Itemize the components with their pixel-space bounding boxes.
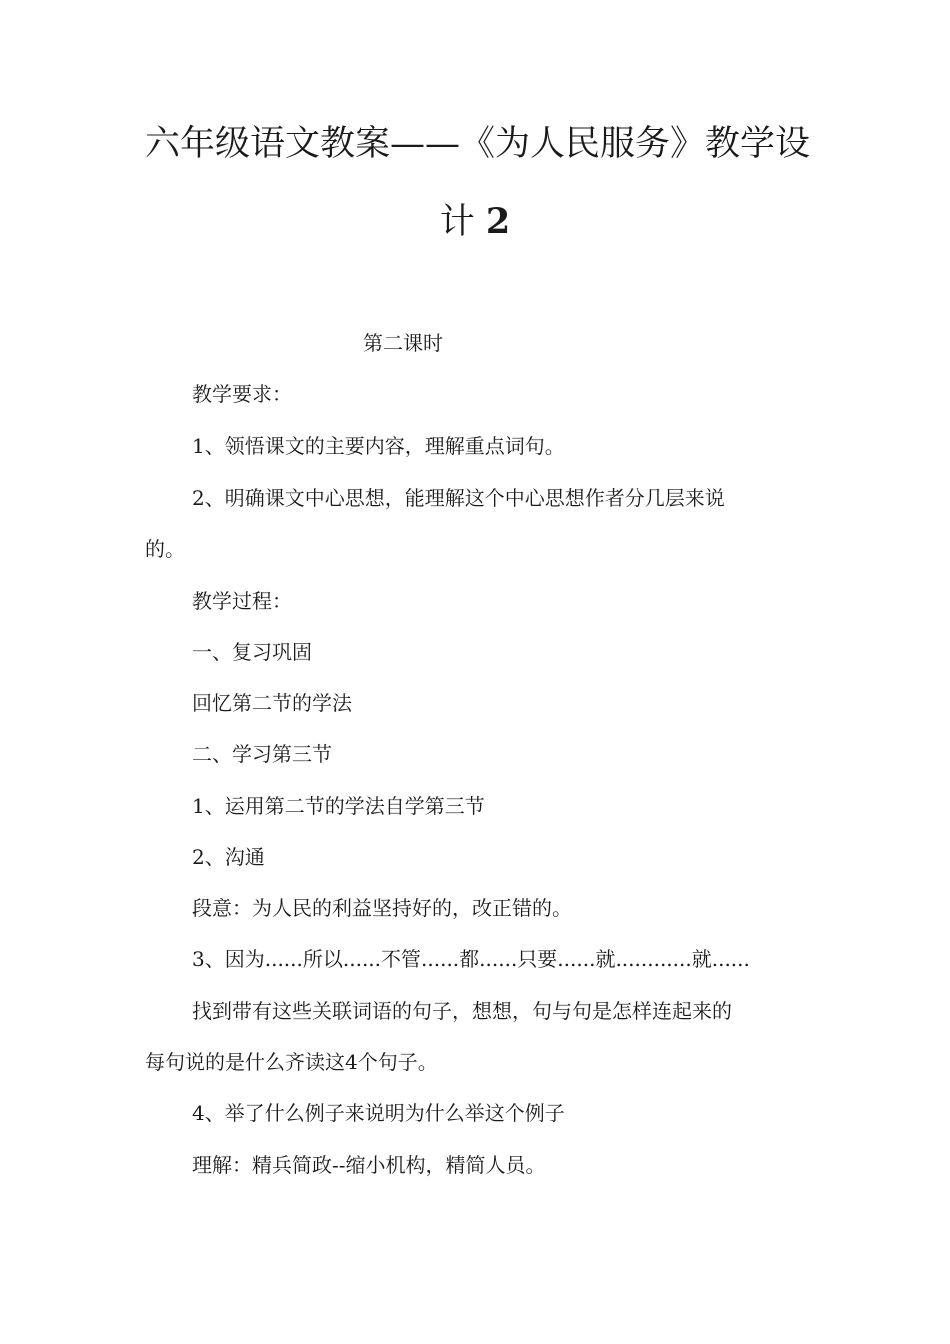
paragraph-line: 4、举了什么例子来说明为什么举这个例子 [192,1101,565,1125]
paragraph-line: 找到带有这些关联词语的句子，想想，句与句是怎样连起来的 [192,999,732,1023]
paragraph-line: 教学要求： [192,382,292,406]
paragraph-line: 每句说的是什么齐读这4个句子。 [145,1050,438,1074]
document-title-line-1: 六年级语文教案——《为人民服务》教学设 [145,124,811,164]
paragraph-line: 一、复习巩固 [192,640,312,664]
paragraph-line: 2、沟通 [192,845,265,869]
paragraph-line: 理解：精兵简政--缩小机构，精简人员。 [192,1153,546,1177]
title-text: 计 [439,202,475,242]
paragraph-line: 1、领悟课文的主要内容，理解重点词句。 [192,434,565,458]
paragraph-line: 3、因为......所以......不管......都......只要......就............就...... [192,947,750,971]
paragraph-line: 2、明确课文中心思想，能理解这个中心思想作者分几层来说 [192,486,725,510]
document-title-line-2 [145,202,805,242]
paragraph-line: 回忆第二节的学法 [192,691,352,715]
paragraph-line: 1、运用第二节的学法自学第三节 [192,794,485,818]
paragraph-line: 二、学习第三节 [192,742,332,766]
paragraph-line: 教学过程： [192,589,292,613]
paragraph-line: 段意：为人民的利益坚持好的，改正错的。 [192,896,572,920]
title-number: 2 [485,201,511,242]
paragraph-line: 的。 [145,537,185,561]
lesson-subtitle: 第二课时 [363,331,443,355]
